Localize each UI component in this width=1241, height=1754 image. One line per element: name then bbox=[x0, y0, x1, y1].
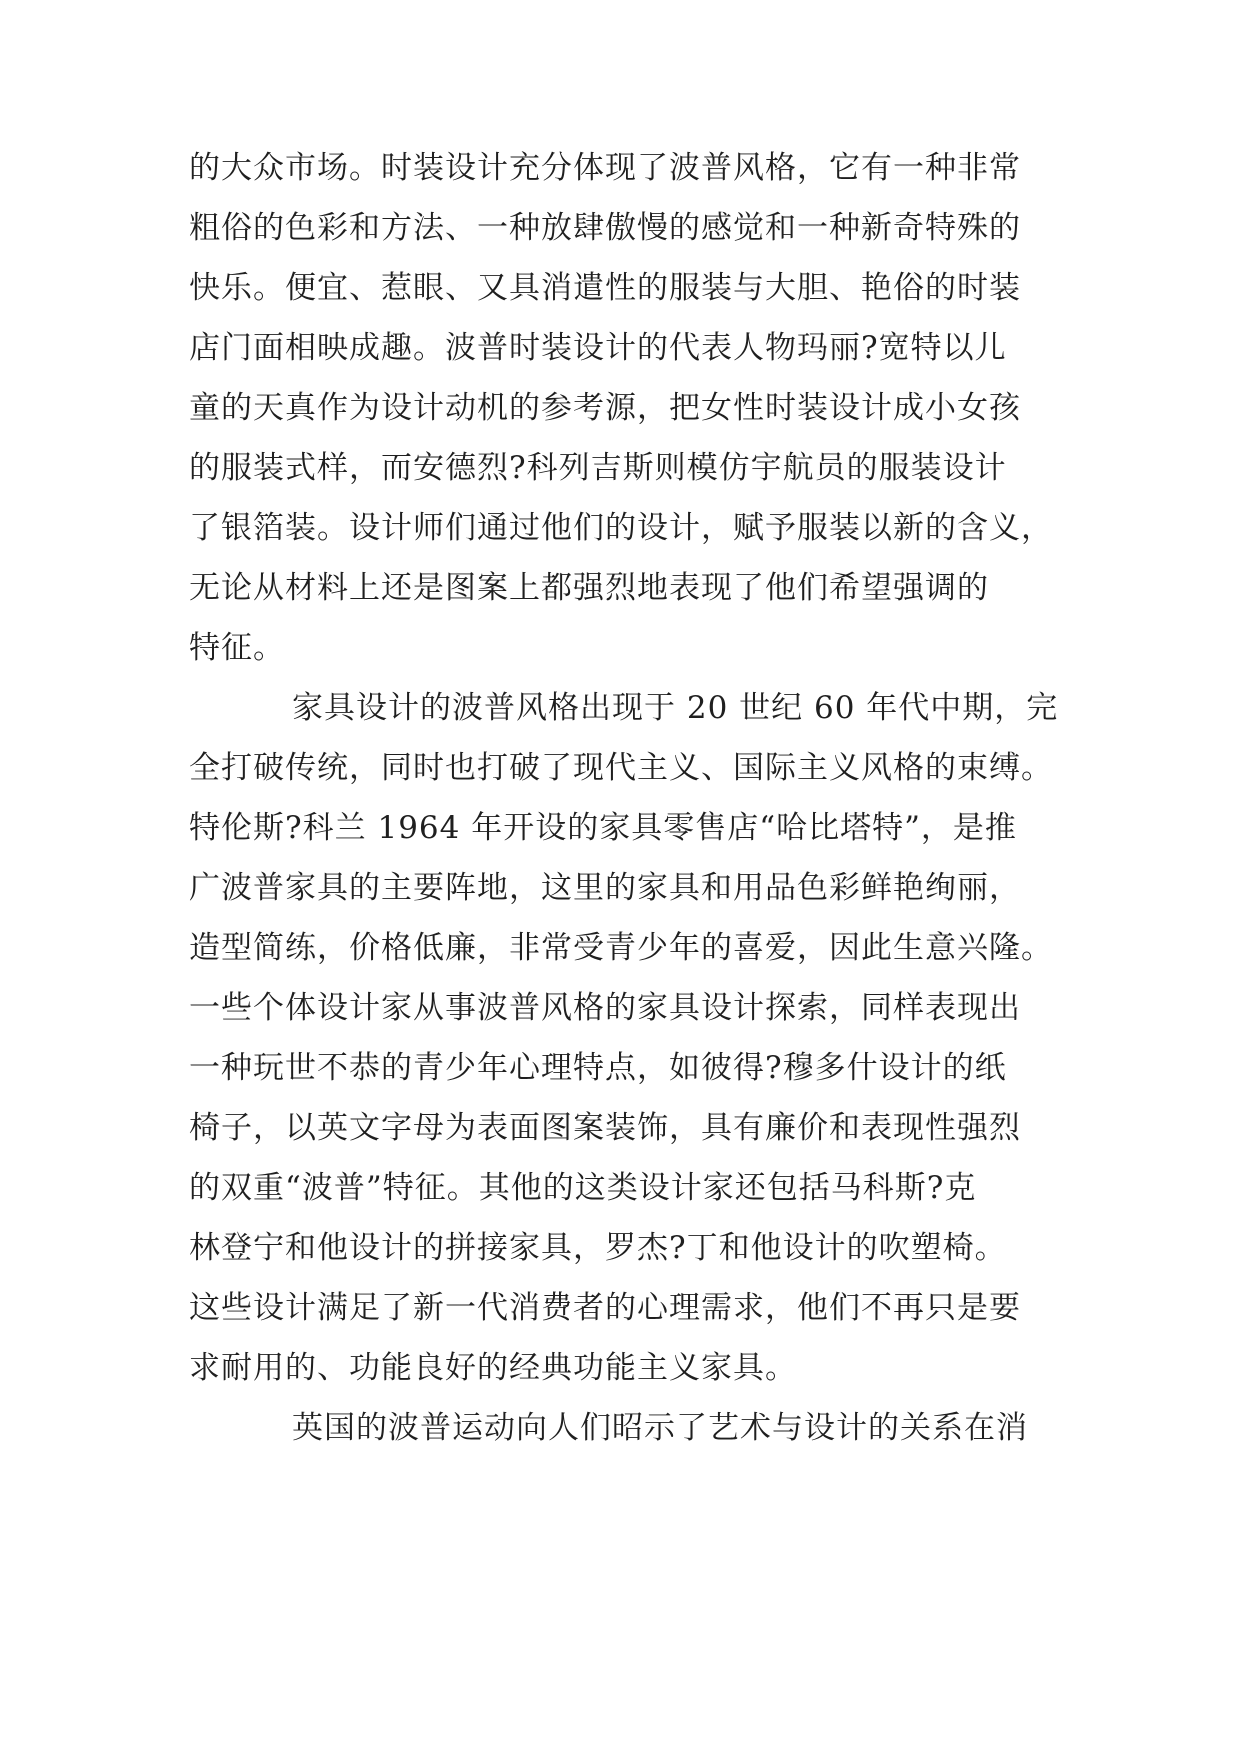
text-line: 特征。 bbox=[189, 630, 285, 666]
paragraph-start-line: 英国的波普运动向人们昭示了艺术与设计的关系在消 bbox=[292, 1410, 1028, 1446]
text-line: 店门面相映成趣。波普时装设计的代表人物玛丽?宽特以儿 bbox=[189, 330, 1007, 366]
text-line: 了银箔装。设计师们通过他们的设计，赋予服装以新的含义， bbox=[189, 510, 1053, 546]
text-line: 特伦斯?科兰 1964 年开设的家具零售店“哈比塔特”，是推 bbox=[189, 810, 1017, 846]
text-line: 快乐。便宜、惹眼、又具消遣性的服装与大胆、艳俗的时装 bbox=[189, 270, 1021, 306]
paragraph-start-line: 家具设计的波普风格出现于 20 世纪 60 年代中期，完 bbox=[292, 690, 1059, 726]
text-line: 椅子，以英文字母为表面图案装饰，具有廉价和表现性强烈 bbox=[189, 1110, 1021, 1146]
text-line: 一种玩世不恭的青少年心理特点，如彼得?穆多什设计的纸 bbox=[189, 1050, 1007, 1086]
text-line: 全打破传统，同时也打破了现代主义、国际主义风格的束缚。 bbox=[189, 750, 1053, 786]
text-line: 求耐用的、功能良好的经典功能主义家具。 bbox=[189, 1350, 797, 1386]
text-line: 粗俗的色彩和方法、一种放肆傲慢的感觉和一种新奇特殊的 bbox=[189, 210, 1021, 246]
text-line: 的服装式样，而安德烈?科列吉斯则模仿宇航员的服装设计 bbox=[189, 450, 1007, 486]
text-line: 的大众市场。时装设计充分体现了波普风格，它有一种非常 bbox=[189, 150, 1021, 186]
text-line: 童的天真作为设计动机的参考源，把女性时装设计成小女孩 bbox=[189, 390, 1021, 426]
text-line: 广波普家具的主要阵地，这里的家具和用品色彩鲜艳绚丽， bbox=[189, 870, 1021, 906]
body-text bbox=[189, 138, 1059, 1458]
text-line: 林登宁和他设计的拼接家具，罗杰?丁和他设计的吹塑椅。 bbox=[189, 1230, 1007, 1266]
text-line: 一些个体设计家从事波普风格的家具设计探索，同样表现出 bbox=[189, 990, 1021, 1026]
text-line: 的双重“波普”特征。其他的这类设计家还包括马科斯?克 bbox=[189, 1170, 977, 1206]
text-line: 造型简练，价格低廉，非常受青少年的喜爱，因此生意兴隆。 bbox=[189, 930, 1053, 966]
text-line: 无论从材料上还是图案上都强烈地表现了他们希望强调的 bbox=[189, 570, 989, 606]
text-line: 这些设计满足了新一代消费者的心理需求，他们不再只是要 bbox=[189, 1290, 1021, 1326]
